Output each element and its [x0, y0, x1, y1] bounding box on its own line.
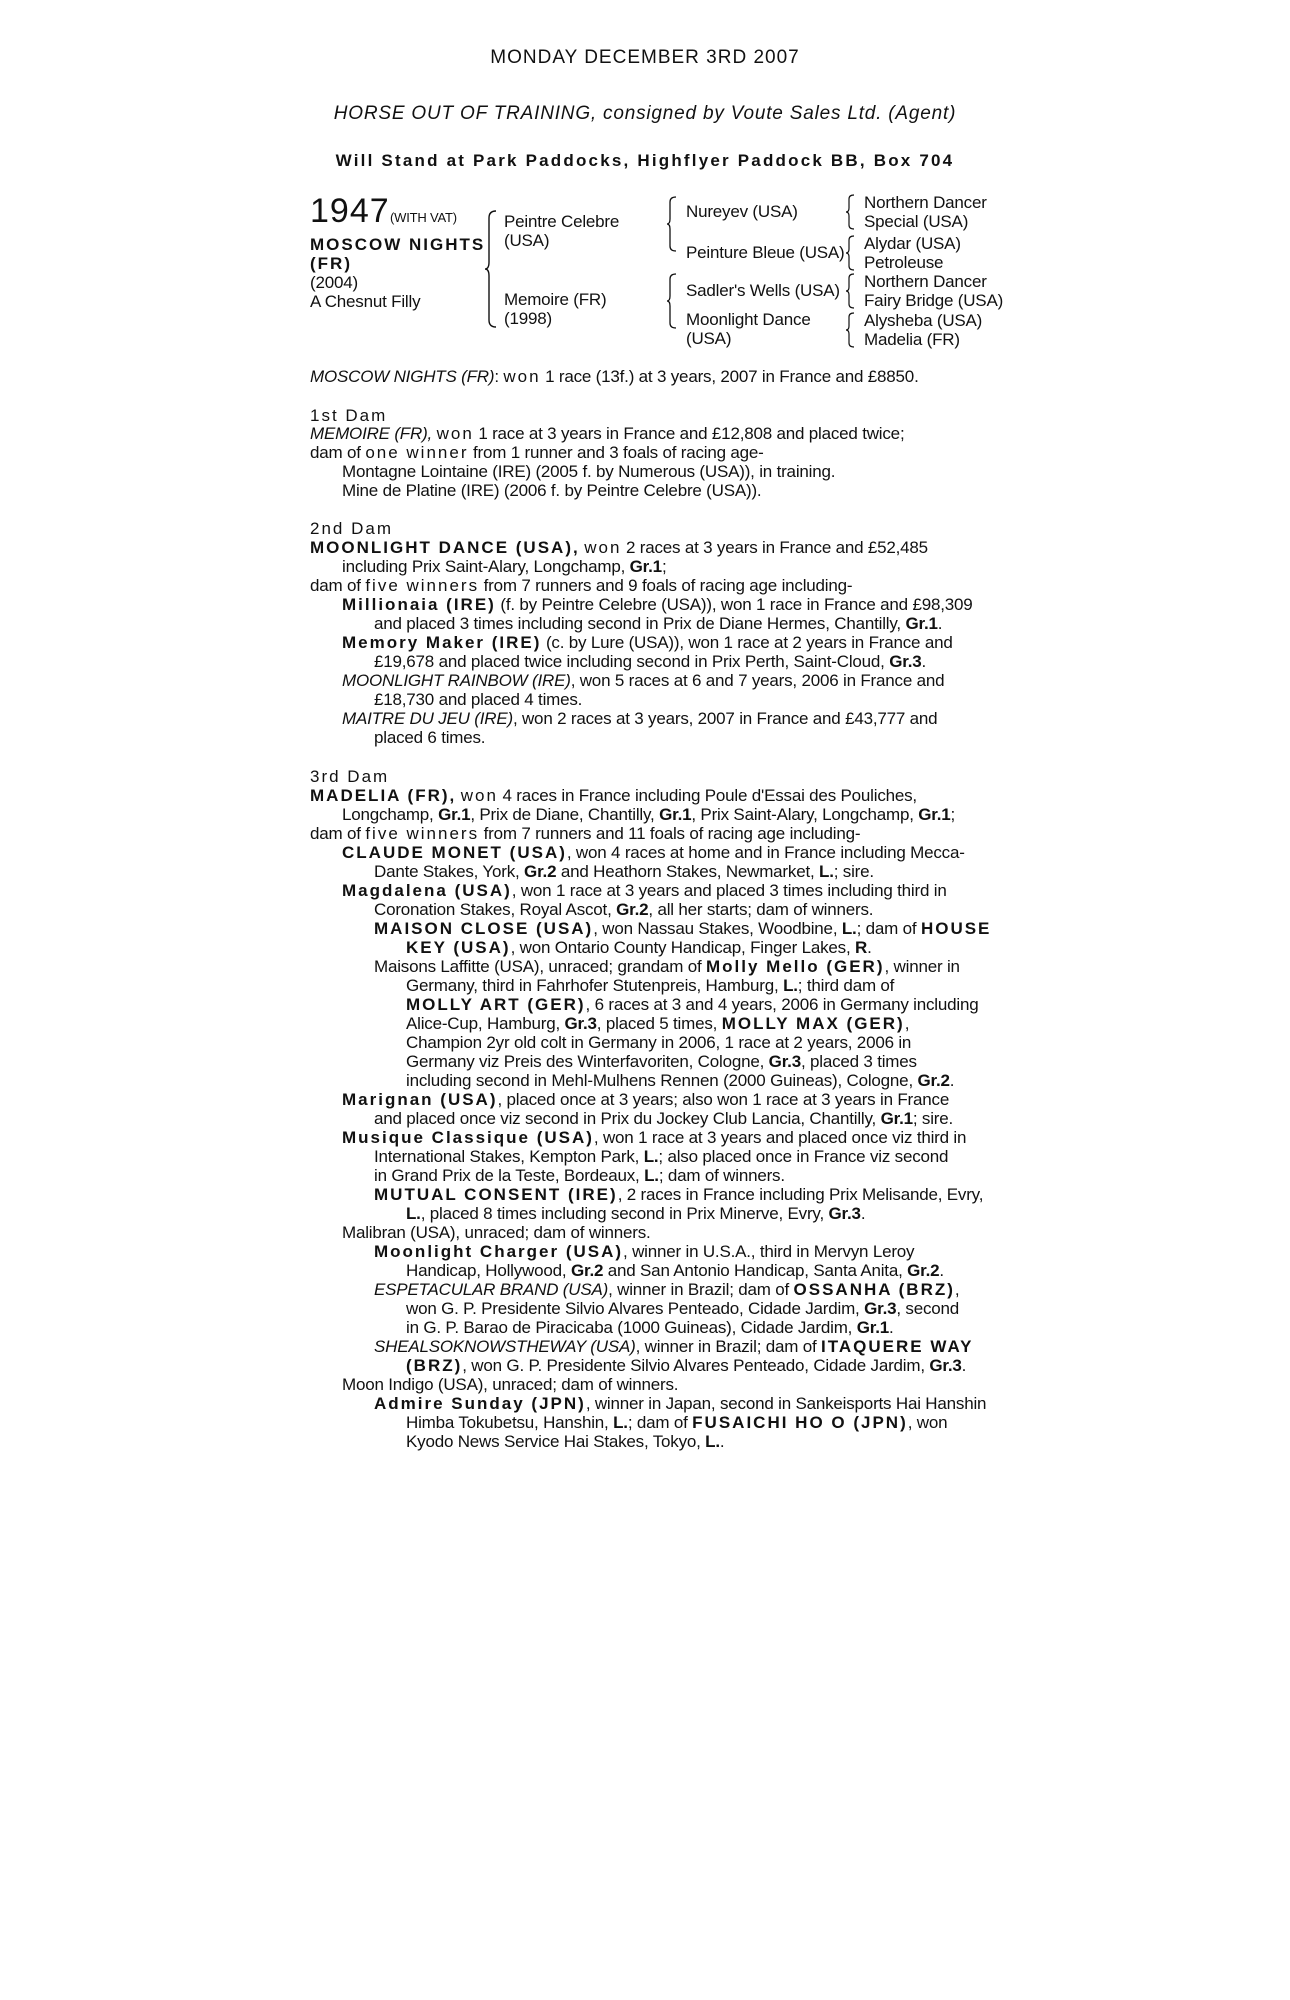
- horse-country: (FR): [310, 254, 352, 273]
- stand-location: Will Stand at Park Paddocks, Highflyer Paddock BB, Box 704: [335, 151, 955, 170]
- progeny-entry: Maisons Laffitte (USA), unraced; grandam of Molly Mello (GER), winner in: [374, 957, 960, 976]
- progeny-entry: in Grand Prix de la Teste, Bordeaux, L.; dam of winners.: [374, 1166, 785, 1185]
- progeny-entry: MOONLIGHT RAINBOW (IRE), won 5 races at 6 and 7 years, 2006 in France and: [342, 671, 945, 690]
- progeny-entry: KEY (USA), won Ontario County Handicap, Finger Lakes, R.: [406, 938, 872, 957]
- dam-sire-sire: Northern Dancer: [864, 272, 987, 291]
- progeny-entry: Marignan (USA), placed once at 3 years; also won 1 race at 3 years in France: [342, 1090, 950, 1109]
- progeny-entry: Dante Stakes, York, Gr.2 and Heathorn Stakes, Newmarket, L.; sire.: [374, 862, 874, 881]
- dam-year: (1998): [504, 309, 552, 328]
- progeny-entry: Champion 2yr old colt in Germany in 2006, 1 race at 2 years, 2006 in: [406, 1033, 912, 1052]
- first-dam-progeny: Mine de Platine (IRE) (2006 f. by Peintre Celebre (USA)).: [342, 481, 762, 500]
- dam-sire-dam: Fairy Bridge (USA): [864, 291, 1004, 310]
- pedigree-brace: [845, 235, 855, 271]
- progeny-entry: MOLLY ART (GER), 6 races at 3 and 4 years, 2006 in Germany including: [406, 995, 979, 1014]
- horse-name: MOSCOW NIGHTS: [310, 235, 486, 254]
- sire-dam-sire: Alydar (USA): [864, 234, 961, 253]
- sire-name: Peintre Celebre: [504, 212, 620, 231]
- dam-dam: Moonlight Dance: [686, 310, 811, 329]
- dam-sire: Sadler's Wells (USA): [686, 281, 840, 300]
- sire-sire-sire: Northern Dancer: [864, 193, 987, 212]
- sire-dam-dam: Petroleuse: [864, 253, 944, 272]
- pedigree-brace: [666, 196, 678, 252]
- progeny-entry: Alice-Cup, Hamburg, Gr.3, placed 5 times, MOLLY MAX (GER),: [406, 1014, 910, 1033]
- dam-dam-sire: Alysheba (USA): [864, 311, 983, 330]
- progeny-entry: including second in Mehl-Mulhens Rennen (2000 Guineas), Cologne, Gr.2.: [406, 1071, 955, 1090]
- progeny-entry: (BRZ), won G. P. Presidente Silvio Alvares Penteado, Cidade Jardim, Gr.3.: [406, 1356, 967, 1375]
- sire-country: (USA): [504, 231, 550, 250]
- progeny-entry: CLAUDE MONET (USA), won 4 races at home and in France including Mecca-: [342, 843, 965, 862]
- pedigree-brace: [845, 312, 855, 348]
- progeny-entry: Millionaia (IRE) (f. by Peintre Celebre (USA)), won 1 race in France and £98,309: [342, 595, 973, 614]
- progeny-entry: MAITRE DU JEU (IRE), won 2 races at 3 years, 2007 in France and £43,777 and: [342, 709, 938, 728]
- pedigree-brace: [845, 273, 855, 309]
- progeny-entry: Coronation Stakes, Royal Ascot, Gr.2, all her starts; dam of winners.: [374, 900, 874, 919]
- progeny-entry: Memory Maker (IRE) (c. by Lure (USA)), won 1 race at 2 years in France and: [342, 633, 953, 652]
- third-dam-record: MADELIA (FR), won 4 races in France including Poule d'Essai des Pouliches,: [310, 786, 917, 805]
- progeny-entry: and placed once viz second in Prix du Jockey Club Lancia, Chantilly, Gr.1; sire.: [374, 1109, 954, 1128]
- progeny-entry: MUTUAL CONSENT (IRE), 2 races in France including Prix Melisande, Evry,: [374, 1185, 984, 1204]
- consignor-line: HORSE OUT OF TRAINING, consigned by Voute Sales Ltd. (Agent): [333, 103, 957, 124]
- vat-note: (WITH VAT): [390, 210, 457, 225]
- horse-description: A Chesnut Filly: [310, 292, 421, 311]
- progeny-entry: Moonlight Charger (USA), winner in U.S.A., third in Mervyn Leroy: [374, 1242, 915, 1261]
- progeny-entry: Himba Tokubetsu, Hanshin, L.; dam of FUSAICHI HO O (JPN), won: [406, 1413, 948, 1432]
- progeny-entry: Magdalena (USA), won 1 race at 3 years and placed 3 times including third in: [342, 881, 947, 900]
- progeny-entry: SHEALSOKNOWSTHEWAY (USA), winner in Brazil; dam of ITAQUERE WAY: [374, 1337, 974, 1356]
- progeny-entry: Germany viz Preis des Winterfavoriten, Cologne, Gr.3, placed 3 times: [406, 1052, 917, 1071]
- third-dam-heading: 3rd Dam: [310, 767, 390, 786]
- progeny-entry: won G. P. Presidente Silvio Alvares Penteado, Cidade Jardim, Gr.3, second: [406, 1299, 960, 1318]
- progeny-entry: Moon Indigo (USA), unraced; dam of winners.: [342, 1375, 679, 1394]
- dam-dam-dam: Madelia (FR): [864, 330, 960, 349]
- dam-dam-country: (USA): [686, 329, 732, 348]
- sire-dam: Peinture Bleue (USA): [686, 243, 845, 262]
- progeny-entry: Malibran (USA), unraced; dam of winners.: [342, 1223, 651, 1242]
- pedigree-brace: [484, 210, 498, 328]
- second-dam-produce: dam of five winners from 7 runners and 9 foals of racing age including-: [310, 576, 853, 595]
- first-dam-heading: 1st Dam: [310, 406, 388, 425]
- dam-name: Memoire (FR): [504, 290, 607, 309]
- progeny-entry: International Stakes, Kempton Park, L.; also placed once in France viz second: [374, 1147, 949, 1166]
- progeny-entry: ESPETACULAR BRAND (USA), winner in Brazil; dam of OSSANHA (BRZ),: [374, 1280, 960, 1299]
- third-dam-produce: dam of five winners from 7 runners and 11 foals of racing age including-: [310, 824, 861, 843]
- race-summary: MOSCOW NIGHTS (FR): won 1 race (13f.) at 3 years, 2007 in France and £8850.: [310, 367, 919, 386]
- progeny-entry: Musique Classique (USA), won 1 race at 3 years and placed once viz third in: [342, 1128, 967, 1147]
- lot-number: 1947: [310, 192, 390, 230]
- second-dam-record: including Prix Saint-Alary, Longchamp, Gr.1;: [342, 557, 667, 576]
- progeny-entry: Kyodo News Service Hai Stakes, Tokyo, L..: [406, 1432, 725, 1451]
- third-dam-record: Longchamp, Gr.1, Prix de Diane, Chantilly, Gr.1, Prix Saint-Alary, Longchamp, Gr.1;: [342, 805, 956, 824]
- progeny-entry: and placed 3 times including second in Prix de Diane Hermes, Chantilly, Gr.1.: [374, 614, 943, 633]
- progeny-entry: in G. P. Barao de Piracicaba (1000 Guineas), Cidade Jardim, Gr.1.: [406, 1318, 894, 1337]
- progeny-entry: placed 6 times.: [374, 728, 486, 747]
- sale-date: MONDAY DECEMBER 3RD 2007: [490, 47, 800, 68]
- progeny-entry: Germany, third in Fahrhofer Stutenpreis, Hamburg, L.; third dam of: [406, 976, 895, 995]
- second-dam-heading: 2nd Dam: [310, 519, 393, 538]
- progeny-entry: MAISON CLOSE (USA), won Nassau Stakes, Woodbine, L.; dam of HOUSE: [374, 919, 992, 938]
- sire-sire: Nureyev (USA): [686, 202, 798, 221]
- first-dam-progeny: Montagne Lointaine (IRE) (2005 f. by Numerous (USA)), in training.: [342, 462, 836, 481]
- progeny-entry: Admire Sunday (JPN), winner in Japan, second in Sankeisports Hai Hanshin: [374, 1394, 987, 1413]
- progeny-entry: L., placed 8 times including second in Prix Minerve, Evry, Gr.3.: [406, 1204, 866, 1223]
- pedigree-brace: [845, 194, 855, 230]
- progeny-entry: £19,678 and placed twice including second in Prix Perth, Saint-Cloud, Gr.3.: [374, 652, 927, 671]
- first-dam-record: MEMOIRE (FR), won 1 race at 3 years in France and £12,808 and placed twice;: [310, 424, 905, 443]
- sire-sire-dam: Special (USA): [864, 212, 969, 231]
- pedigree-brace: [666, 273, 678, 329]
- foaled-year: (2004): [310, 273, 358, 292]
- progeny-entry: Handicap, Hollywood, Gr.2 and San Antonio Handicap, Santa Anita, Gr.2.: [406, 1261, 944, 1280]
- first-dam-produce: dam of one winner from 1 runner and 3 foals of racing age-: [310, 443, 764, 462]
- progeny-entry: £18,730 and placed 4 times.: [374, 690, 583, 709]
- second-dam-record: MOONLIGHT DANCE (USA), won 2 races at 3 years in France and £52,485: [310, 538, 928, 557]
